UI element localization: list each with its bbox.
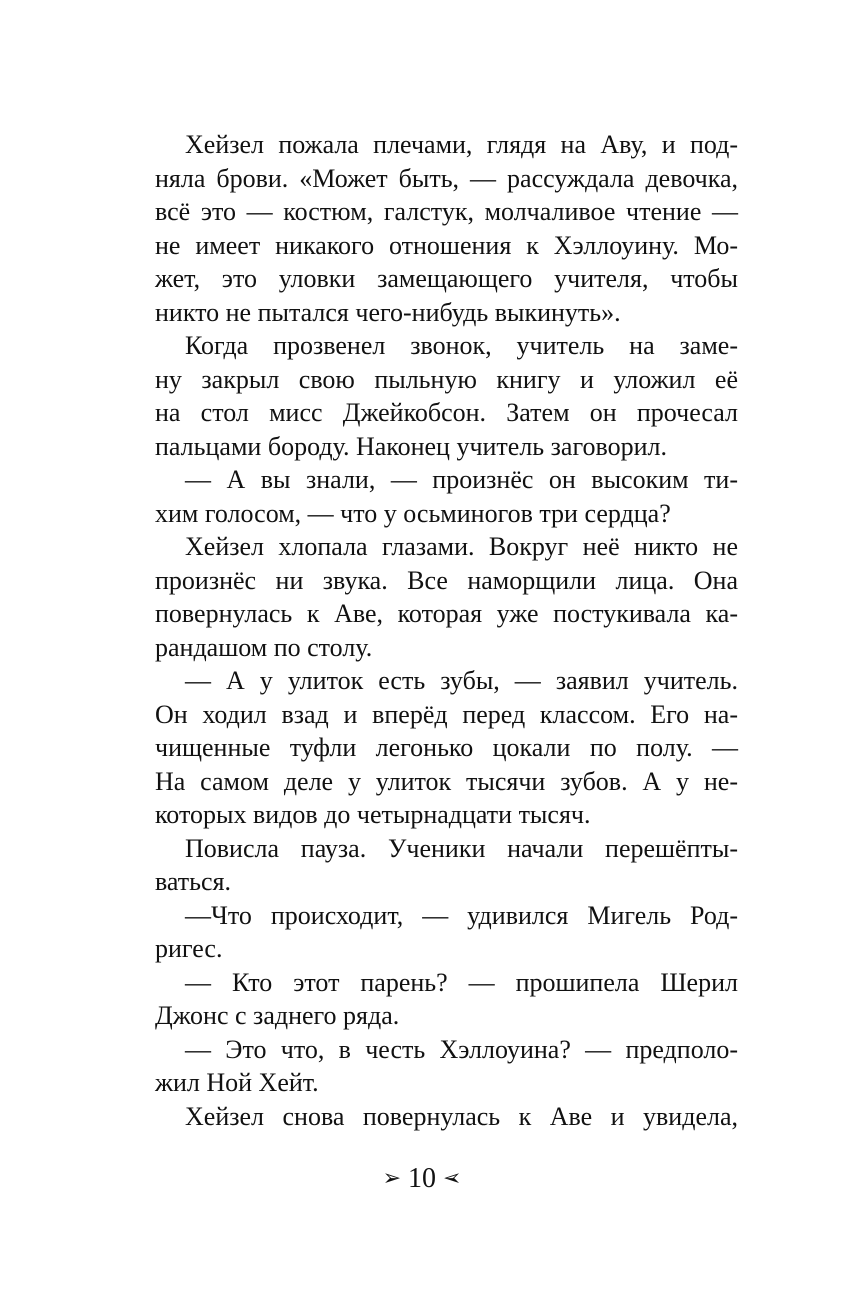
paragraph-9 [155,1033,738,1100]
text-line: всё это — костюм, галстук, молчаливое чтение — [155,197,738,226]
text-line: Он ходил взад и вперёд перед классом. Его на- [155,699,738,729]
text-line: ну закрыл свою пыльную книгу и уложил её [155,364,738,394]
text-line: никто не пытался чего-нибудь выкинуть». [155,297,621,327]
text-line: Хейзел хлопала глазами. Вокруг неё никто не [185,532,738,561]
text-line: — Кто этот парень? — прошипела Шерил [185,967,738,997]
text-line: чищенные туфли легонько цокали по полу. — [155,733,738,762]
text-line: — Это что, в честь Хэллоуина? — предполо- [185,1034,738,1064]
text-line: Повисла пауза. Ученики начали перешёпты- [185,833,738,863]
paragraph-10 [155,1100,738,1134]
text-line: — А у улиток есть зубы, — заявил учитель. [185,666,738,695]
text-line: на стол мисс Джейкобсон. Затем он прочесал [155,398,738,427]
text-line: произнёс ни звука. Все наморщили лица. Она [155,565,738,595]
paragraph-7 [155,899,738,966]
text-line: Джонс с заднего ряда. [155,1001,400,1030]
text-line: хим голосом, — что у осьминогов три сердца? [155,498,671,528]
page-number [0,1163,844,1195]
text-line: Хейзел снова повернулась к Аве и увидела, [185,1101,738,1131]
paragraph-3 [155,463,738,530]
arrow-left-ornament-icon: ➢ [443,1166,462,1191]
text-line: ваться. [155,867,232,896]
text-line: ригес. [155,934,223,963]
paragraph-2 [155,329,738,463]
text-line: Когда прозвенел звонок, учитель на заме- [185,331,738,360]
paragraph-1 [155,128,738,329]
text-line: рандашом по столу. [155,632,373,662]
text-line: жил Ной Хейт. [155,1068,319,1097]
arrow-right-ornament-icon: ➢ [382,1166,401,1191]
text-line: Хейзел пожала плечами, глядя на Аву, и под- [185,130,738,159]
paragraph-8 [155,966,738,1033]
text-line: жет, это уловки замещающего учителя, чтобы [155,264,738,293]
text-line: пальцами бороду. Наконец учитель заговорил. [155,431,667,461]
text-line: —Что происходит, — удивился Мигель Род- [185,900,738,930]
text-line: не имеет никакого отношения к Хэллоуину. Мо- [155,230,738,260]
text-line: няла брови. «Может быть, — рассуждала девочка, [155,163,738,193]
page-body [155,128,738,1133]
text-line: На самом деле у улиток тысячи зубов. А у не- [155,766,738,796]
paragraph-5 [155,664,738,832]
page-number-value: 10 [408,1163,436,1194]
text-line: которых видов до четырнадцати тысяч. [155,800,591,829]
paragraph-4 [155,530,738,664]
text-line: повернулась к Аве, которая уже постукивала ка- [155,599,738,628]
paragraph-6 [155,832,738,899]
text-line: — А вы знали, — произнёс он высоким ти- [185,465,738,494]
